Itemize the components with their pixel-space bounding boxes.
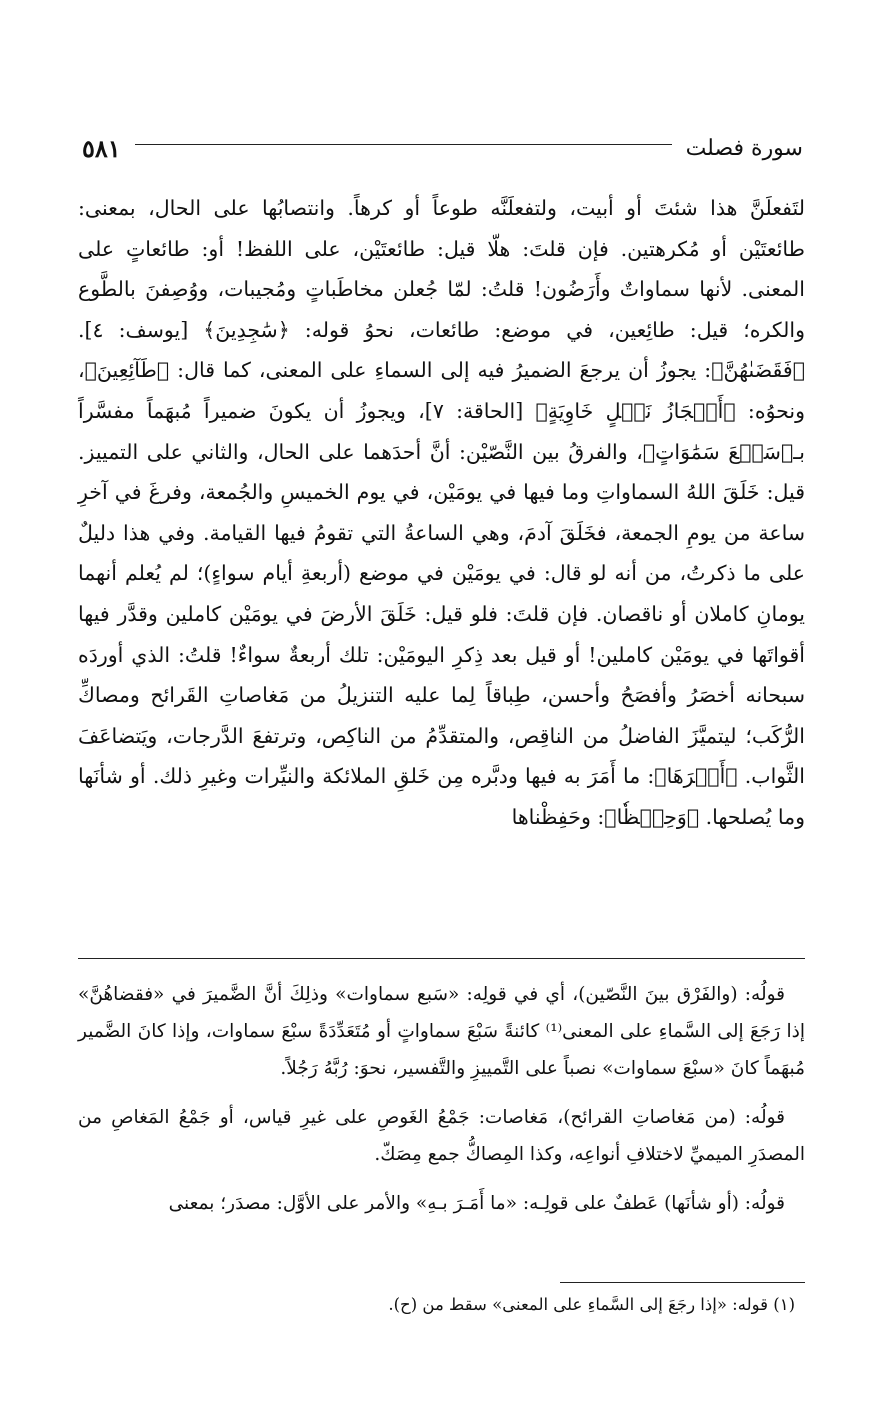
commentary-block	[78, 976, 805, 1234]
main-text-block	[78, 188, 805, 838]
commentary-paragraph-1: قولُه: (والفَرْق بينَ النَّصّين)، أي في قولِه: «سَبع سماوات» وذلِكَ أنَّ الضَّميرَ في «فقضاهُنَّ» إذا رَجَعَ إلى السَّماءِ على المعنى⁽¹⁾ كائنةً سَبْعَ سماواتٍ أو مُتَعَدِّدَةً سبْعَ سماوات، وإذا كانَ الضَّمير مُبهَماً كانَ «سبْعَ سماوات» نصباً على التَّمييزِ والتَّفسير، نحوَ: رُبَّهُ رَجُلاً.	[78, 984, 805, 1079]
commentary-paragraph-2: قولُه: (من مَغاصاتِ القرائح)، مَغاصات: جَمْعُ الغَوصِ على غيرِ قياس، أو جَمْعُ المَغاصِ من المصدَرِ الميميِّ لاختلافِ أنواعِه، وكذا المِصاكُّ جمع مِصَكّ.	[78, 1107, 805, 1165]
header-rule	[135, 144, 672, 145]
footnote-divider	[560, 1282, 805, 1283]
page-header	[82, 128, 803, 168]
main-paragraph: لتَفعلَنَّ هذا شئتَ أو أبيت، ولتفعلَنَّه طوعاً أو كرهاً. وانتصابُها على الحال، بمعنى: طائعتَيْن أو مُكرهتين. فإن قلتَ: هلّا قيل: طائعتَيْن، على اللفظ! أو: طائعاتٍ على المعنى. لأنها سماواتٌ وأَرَضُون! قلتُ: لمّا جُعلن مخاطَباتٍ ومُجيبات، ووُصِفنَ بالطَّوع والكره؛ قيل: طائِعين، في موضع: طائعات، نحوُ قوله: ﴿سَٰجِدِينَ﴾ [يوسف: ٤]. ﴿فَقَضَىٰهُنَّ﴾: يجوزُ أن يرجعَ الضميرُ فيه إلى السماءِ على المعنى، كما قال: ﴿طَآئِعِينَ﴾، ونحوُه: ﴿أَعۡجَازُ نَخۡلٍ خَاوِيَةٍ﴾ [الحاقة: ٧]، ويجوزُ أن يكونَ ضميراً مُبهَماً مفسَّراً بـ﴿سَبۡعَ سَمَٰوَاتٍ﴾، والفرقُ بين النَّصّيْن: أنَّ أحدَهما على الحال، والثاني على التمييز. قيل: خَلَقَ اللهُ السماواتِ وما فيها في يومَيْن، في يوم الخميسِ والجُمعة، وفرغَ في آخرِ ساعة من يومِ الجمعة، فخَلَقَ آدمَ، وهي الساعةُ التي تقومُ فيها القيامة. وفي هذا دليلٌ على ما ذكرتُ، من أنه لو قال: في يومَيْن في موضع (أربعةِ أيام سواءٍ)؛ لم يُعلم أنهما يومانِ كاملان أو ناقصان. فإن قلتَ: فلو قيل: خَلَقَ الأرضَ في يومَيْن كاملين وقدَّر فيها أقواتَها في يومَيْن كاملين! أو قيل بعد ذِكرِ اليومَيْن: تلك أربعةٌ سواءٌ! قلتُ: الذي أوردَه سبحانه أخصَرُ وأفصَحُ وأحسن، طِباقاً لِما عليه التنزيلُ من مَغاصاتِ القَرائح ومصاكِّ الرُّكَب؛ ليتميَّزَ الفاضلُ من الناقِص، والمتقدِّمُ من الناكِص، وترتفعَ الدَّرجات، ويَتضاعَفَ الثَّواب. ﴿أَمۡرَهَا﴾: ما أَمَرَ به فيها ودبَّره مِن خَلقِ الملائكة والنيِّرات وغيرِ ذلك. أو شأنَها وما يُصلحها. ﴿وَحِفۡظٗا﴾: وحَفِظْناها	[78, 196, 806, 829]
page-number: ٥٨١	[82, 133, 121, 163]
footnote: (١) قوله: «إذا رجَعَ إلى السَّماءِ على المعنى» سقط من (ح).	[388, 1295, 795, 1314]
commentary-divider	[78, 958, 805, 959]
surah-title: سورة فصلت	[685, 135, 803, 161]
commentary-paragraph-3: قولُه: (أو شأنَها) عَطفٌ على قولِـه: «ما أَمَـرَ بـهِ» والأمر على الأوَّل: مصدَر؛ بمعنى	[168, 1193, 785, 1214]
